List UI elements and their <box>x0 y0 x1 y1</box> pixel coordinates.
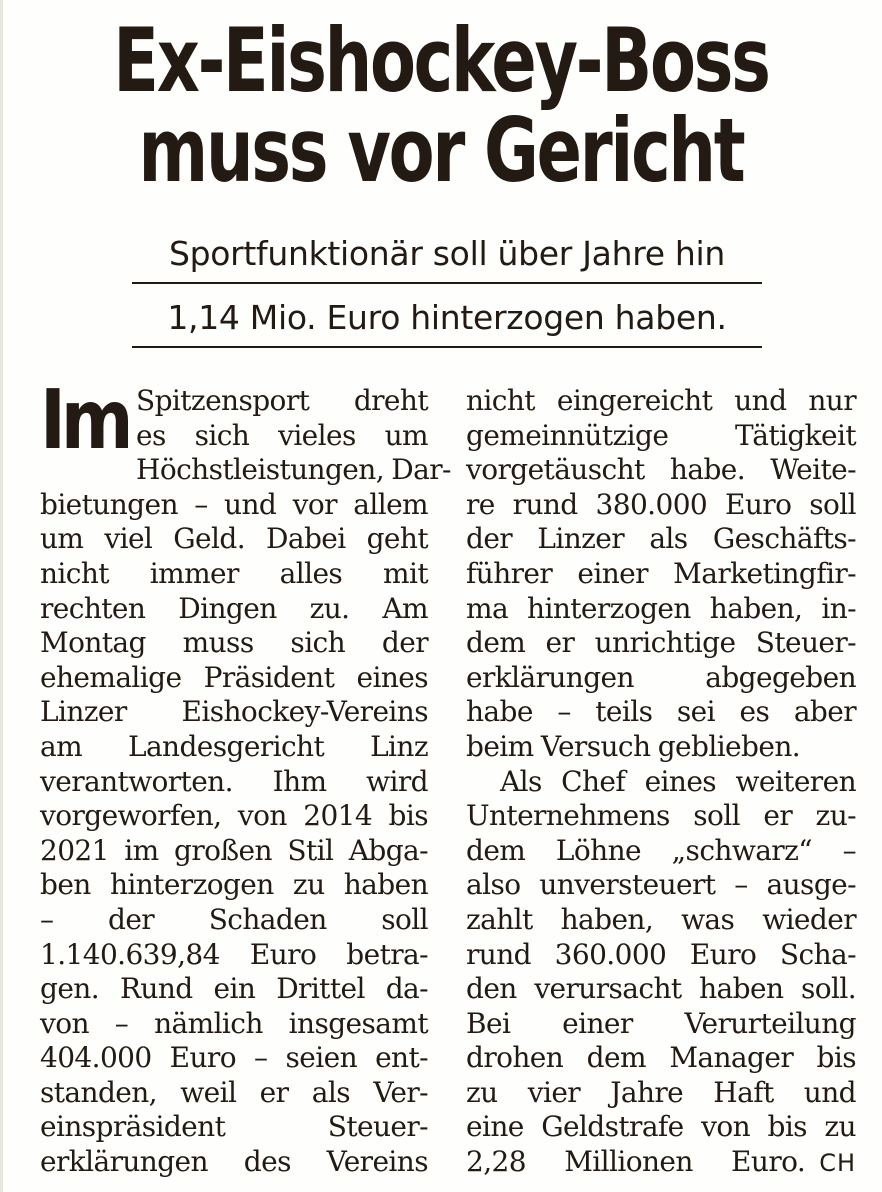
headline <box>106 9 776 202</box>
text-line: um viel Geld. Dabei geht <box>40 522 428 556</box>
text-line: am Landesgericht Linz <box>40 729 428 763</box>
text-line: Unternehmens soll er zu- <box>466 799 856 833</box>
text-line: von – nämlich insgesamt <box>40 1006 428 1040</box>
subheadline <box>132 226 762 354</box>
article-paragraph-1 <box>40 373 451 1180</box>
text-line: standen, weil er als Ver- <box>40 1075 428 1109</box>
drop-cap: Im <box>40 373 129 468</box>
text-line: rechten Dingen zu. Am <box>40 591 428 625</box>
text-line: es sich vieles um <box>136 418 428 452</box>
text-line: – der Schaden soll <box>40 902 428 936</box>
text-line: Montag muss sich der <box>40 626 428 660</box>
text-line: vorgeworfen, von 2014 bis <box>40 799 428 833</box>
text-line: den verursacht haben soll. <box>466 972 856 1006</box>
article-column-right <box>466 384 856 1180</box>
text-line: gen. Rund ein Drittel da- <box>40 972 428 1006</box>
text-line: re rund 380.000 Euro soll <box>466 487 856 521</box>
headline-line-2: muss vor Gericht <box>138 99 744 202</box>
text-line: habe – teils sei es aber <box>466 695 856 729</box>
text-line: ben hinterzogen zu haben <box>40 868 428 902</box>
text-line: beim Versuch geblieben. <box>466 729 801 763</box>
text-line: zahlt haben, was wieder <box>466 902 856 936</box>
text-line: erklärungen des Vereins <box>40 1145 428 1179</box>
text-line: erklärungen abgegeben <box>466 660 856 694</box>
text-line: 2,28 Millionen Euro. CH <box>466 1145 856 1179</box>
text-line: ma hinterzogen haben, in- <box>466 591 856 625</box>
text-line: vorgetäuscht habe. Weite- <box>466 453 856 487</box>
text-line: dem er unrichtige Steuer- <box>466 626 856 660</box>
text-line: Bei einer Verurteilung <box>466 1006 856 1040</box>
text-line: bietungen – und vor allem <box>40 487 428 521</box>
text-line: der Linzer als Geschäfts- <box>466 522 856 556</box>
page-edge <box>0 0 3 1192</box>
text-line: rund 360.000 Euro Scha- <box>466 937 856 971</box>
text-line: drohen dem Manager bis <box>466 1041 856 1075</box>
text-line: führer einer Marketingfir- <box>466 556 856 590</box>
article-column-left <box>40 373 451 1180</box>
text-line: Linzer Eishockey-Vereins <box>40 695 428 729</box>
text-line: verantworten. Ihm wird <box>40 764 428 798</box>
text-line: Höchstleistungen, Dar- <box>136 453 451 487</box>
article-paragraph-2 <box>466 765 856 1180</box>
text-line: ehemalige Präsident eines <box>40 660 428 694</box>
text-line: Als Chef eines weiteren <box>500 764 856 798</box>
text-line: gemeinnützige Tätigkeit <box>466 418 856 452</box>
subheadline-line-1: Sportfunktionär soll über Jahre hin <box>132 226 762 284</box>
text-line: 2021 im großen Stil Abga- <box>40 833 428 867</box>
text-line: Spitzensport dreht <box>136 384 428 417</box>
author-initials: CH <box>819 1149 856 1178</box>
headline-line-1: Ex-Eishockey-Boss <box>113 9 769 112</box>
text-line: 1.140.639,84 Euro betra- <box>40 937 428 971</box>
text-line: zu vier Jahre Haft und <box>466 1075 856 1109</box>
article-paragraph-1-continued <box>466 384 856 765</box>
text-line: 404.000 Euro – seien ent- <box>40 1041 428 1075</box>
text-line: nicht eingereicht und nur <box>466 384 856 417</box>
text-line: einspräsident Steuer- <box>40 1110 428 1144</box>
subheadline-line-2: 1,14 Mio. Euro hinterzogen haben. <box>132 290 762 348</box>
text-line: nicht immer alles mit <box>40 556 428 590</box>
text-line: eine Geldstrafe von bis zu <box>466 1110 856 1144</box>
text-line: dem Löhne „schwarz“ – <box>466 833 856 867</box>
text-line: also unversteuert – ausge- <box>466 868 856 902</box>
